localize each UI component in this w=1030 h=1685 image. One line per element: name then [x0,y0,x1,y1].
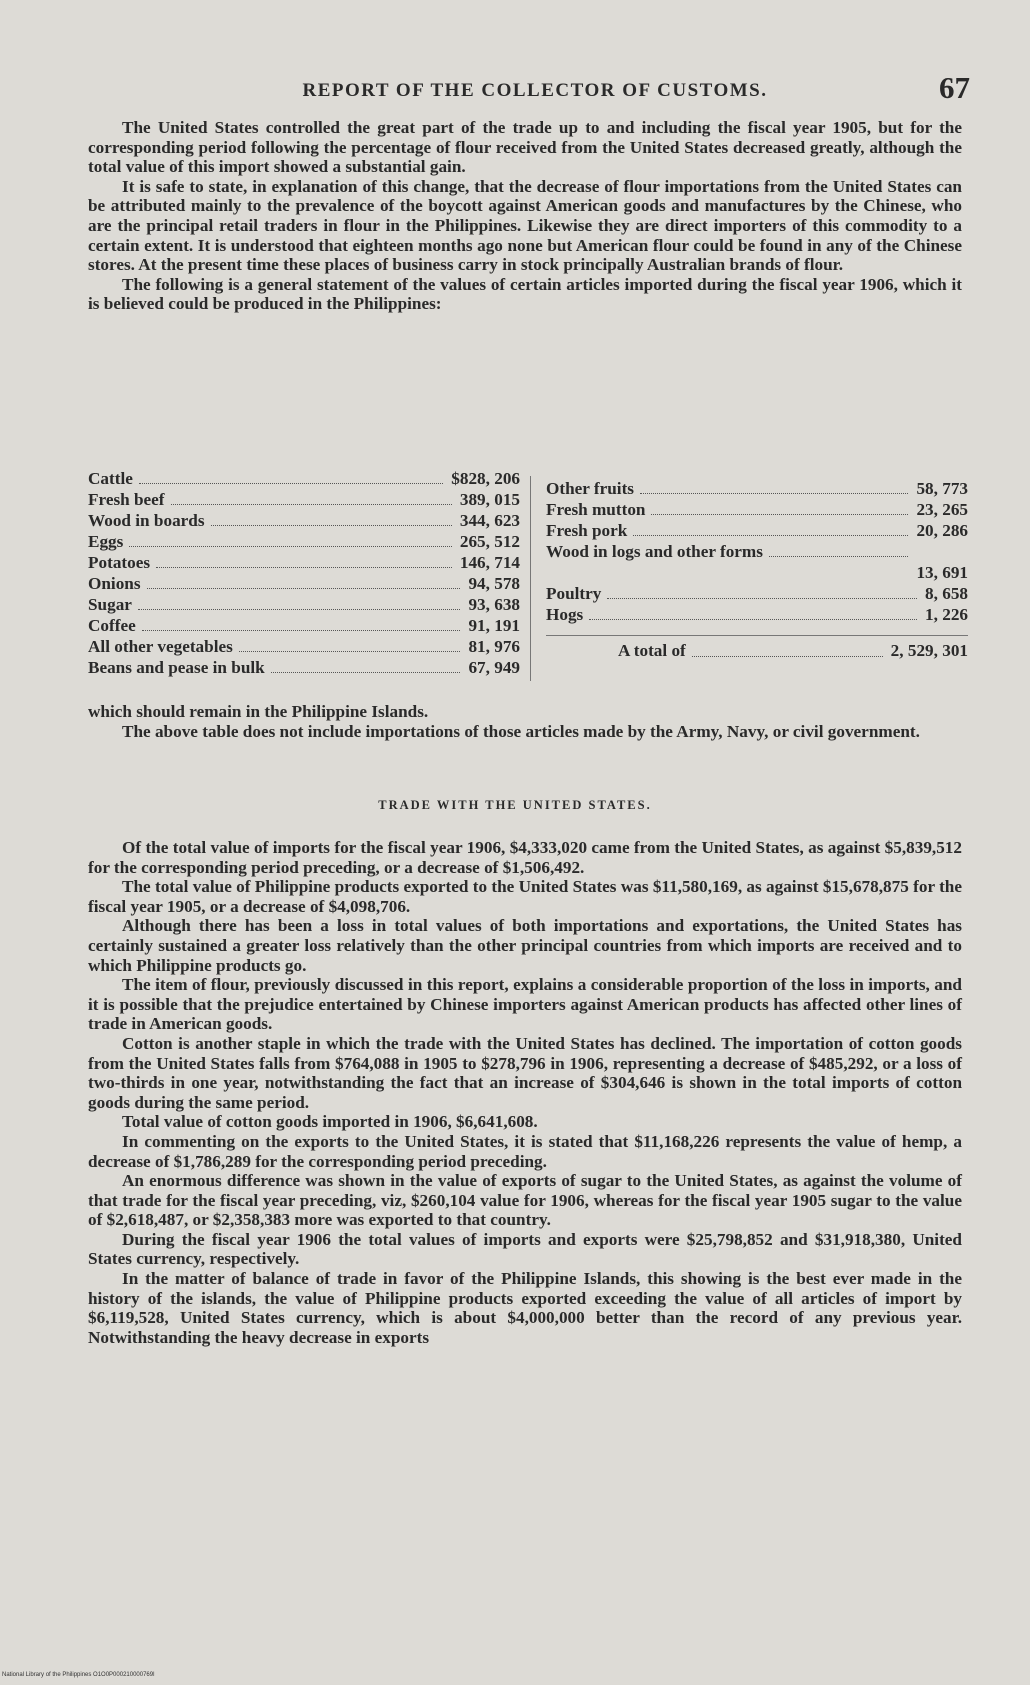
row-value: 1, 226 [925,605,968,624]
paragraph: which should remain in the Philippine Islands. [88,702,429,721]
intro-text [88,118,962,314]
paragraph: During the fiscal year 1906 the total values of imports and exports were $25,798,852 and $31,918,380, United States currency, respectively. [88,1229,962,1269]
row-label: All other vegetables [88,637,233,656]
row-label: Other fruits [546,479,634,498]
paragraph: It is safe to state, in explanation of this change, that the decrease of flour importations from the United States can be attributed mainly to the prevalence of the boycott against American goods and manufactures by the Chinese, who are the principal retail traders in flour in the Philippines. Likewise they are direct importers of this commodity to a certain extent. It is understood that eighteen months ago none but American flour could be found in any of the Chinese stores. At the present time these places of business carry in stock principally Australian brands of flour. [88,176,962,275]
table-row [88,657,520,678]
table-row [546,478,968,499]
table-row [546,520,968,541]
row-value: 23, 265 [916,500,968,519]
paragraph: The following is a general statement of the values of certain articles imported during the fiscal year 1906, which it is believed could be produced in the Philippines: [88,274,962,314]
column-divider [530,476,531,681]
table-row [88,489,520,510]
row-value: 265, 512 [459,532,520,551]
dot-leader [156,567,452,568]
paragraph: The United States controlled the great part of the trade up to and including the fiscal year 1905, but for the corresponding period following the percentage of flour received from the United States decreased greatly, although the total value of this import showed a substantial gain. [88,118,962,177]
paragraph: The total value of Philippine products exported to the United States was $11,580,169, as against $15,678,875 for the fiscal year 1905, or a decrease of $4,098,706. [88,877,962,916]
dot-leader [211,525,452,526]
dot-leader [139,483,443,484]
row-value: 91, 191 [468,616,520,635]
dot-leader [142,630,461,631]
paragraph: The above table does not include importations of those articles made by the Army, Navy, or civil government. [122,721,920,741]
after-table-text [88,702,962,741]
imports-table [88,468,968,686]
row-label: Poultry [546,584,602,603]
paragraph: An enormous difference was shown in the value of exports of sugar to the United States, as against the volume of that trade for the fiscal year preceding, viz, $260,104 value for 1906, whereas for the fiscal year 1905 sugar to the value of $2,618,487, or $2,358,383 more was exported to that country. [88,1171,962,1230]
paragraph: Although there has been a loss in total values of both importations and exportations, the United States has certainly sustained a greater loss relatively than the other principal countries from which imports are received and to which Philippine products go. [88,916,962,975]
row-label: Wood in logs and other forms [546,542,763,561]
table-row [88,636,520,657]
row-value: 81, 976 [468,637,520,656]
table-row [546,499,968,520]
row-label: Eggs [88,532,124,551]
dot-leader [589,619,917,620]
dot-leader [239,651,461,652]
table-row [88,510,520,531]
running-head: REPORT OF THE COLLECTOR OF CUSTOMS. [302,80,768,101]
paragraph: Total value of cotton goods imported in 1906, $6,641,608. [122,1112,538,1132]
total-label: A total of [618,641,686,660]
table-row [88,573,520,594]
row-label: Onions [88,574,141,593]
row-value: 67, 949 [468,658,520,677]
paragraph: The item of flour, previously discussed in this report, explains a considerable proportion of the loss in imports, and it is possible that the prejudice entertained by Chinese importers against American products has affected other lines of trade in American goods. [88,975,962,1034]
section-heading: TRADE WITH THE UNITED STATES. [378,798,652,812]
dot-leader [692,656,883,657]
row-label: Sugar [88,595,132,614]
paragraph: In commenting on the exports to the United States, it is stated that $11,168,226 represents the value of hemp, a decrease of $1,786,289 for the corresponding period preceding. [88,1131,962,1171]
row-label: Coffee [88,616,136,635]
scan-credit: National Library of the Philippines O1O0P000210000769l [2,1672,155,1678]
total-value: 2, 529, 301 [890,641,968,660]
dot-leader [633,535,908,536]
row-label: Wood in boards [88,511,205,530]
dot-leader [640,493,908,494]
section-text [88,838,962,1347]
paragraph: Of the total value of imports for the fiscal year 1906, $4,333,020 came from the United States, as against $5,839,512 for the corresponding period preceding, or a decrease of $1,506,492. [88,838,962,877]
dot-leader [271,672,461,673]
table-row [546,604,968,625]
row-label: Fresh pork [546,521,628,540]
dot-leader [129,546,452,547]
dot-leader [651,514,908,515]
paragraph: Cotton is another staple in which the trade with the United States has declined. The importation of cotton goods from the United States falls from $764,088 in 1905 to $278,796 in 1906, representing a decrease of $485,292, or a loss of two-thirds in one year, notwithstanding the fact that an increase of $304,646 is shown in the total imports of cotton goods during the same period. [88,1033,962,1112]
dot-leader [147,588,461,589]
table-row [88,468,520,489]
row-value: 58, 773 [916,479,968,498]
dot-leader [607,598,917,599]
row-label: Cattle [88,469,133,488]
imports-table-right-column [546,478,968,665]
row-label: Fresh mutton [546,500,646,519]
dot-leader [138,609,461,610]
row-value: 8, 658 [925,584,968,603]
row-value: 20, 286 [916,521,968,540]
table-row [546,583,968,604]
dot-leader [171,504,452,505]
row-label: Beans and pease in bulk [88,658,265,677]
table-total-row [546,635,968,665]
row-label: Hogs [546,605,584,624]
row-label: Potatoes [88,553,151,572]
row-value: 344, 623 [459,511,520,530]
page-number: 67 [939,70,970,105]
table-row [88,594,520,615]
dot-leader [769,556,908,557]
row-value: $828, 206 [451,469,520,488]
table-row [88,552,520,573]
row-value: 389, 015 [459,490,520,509]
table-row [546,541,968,583]
row-value: 146, 714 [459,553,520,572]
row-label: Fresh beef [88,490,165,509]
table-row [88,531,520,552]
row-value: 93, 638 [468,595,520,614]
row-value: 13, 691 [916,563,968,582]
paragraph: In the matter of balance of trade in favor of the Philippine Islands, this showing is the best ever made in the history of the islands, the value of Philippine products exported exceeding the value of all articles of import by $6,119,528, United States currency, which is about $4,000,000 better than the record of any previous year. Notwithstanding the heavy decrease in exports [88,1269,962,1347]
imports-table-left-column [88,468,520,678]
page-header [90,70,980,114]
table-row [88,615,520,636]
row-value: 94, 578 [468,574,520,593]
